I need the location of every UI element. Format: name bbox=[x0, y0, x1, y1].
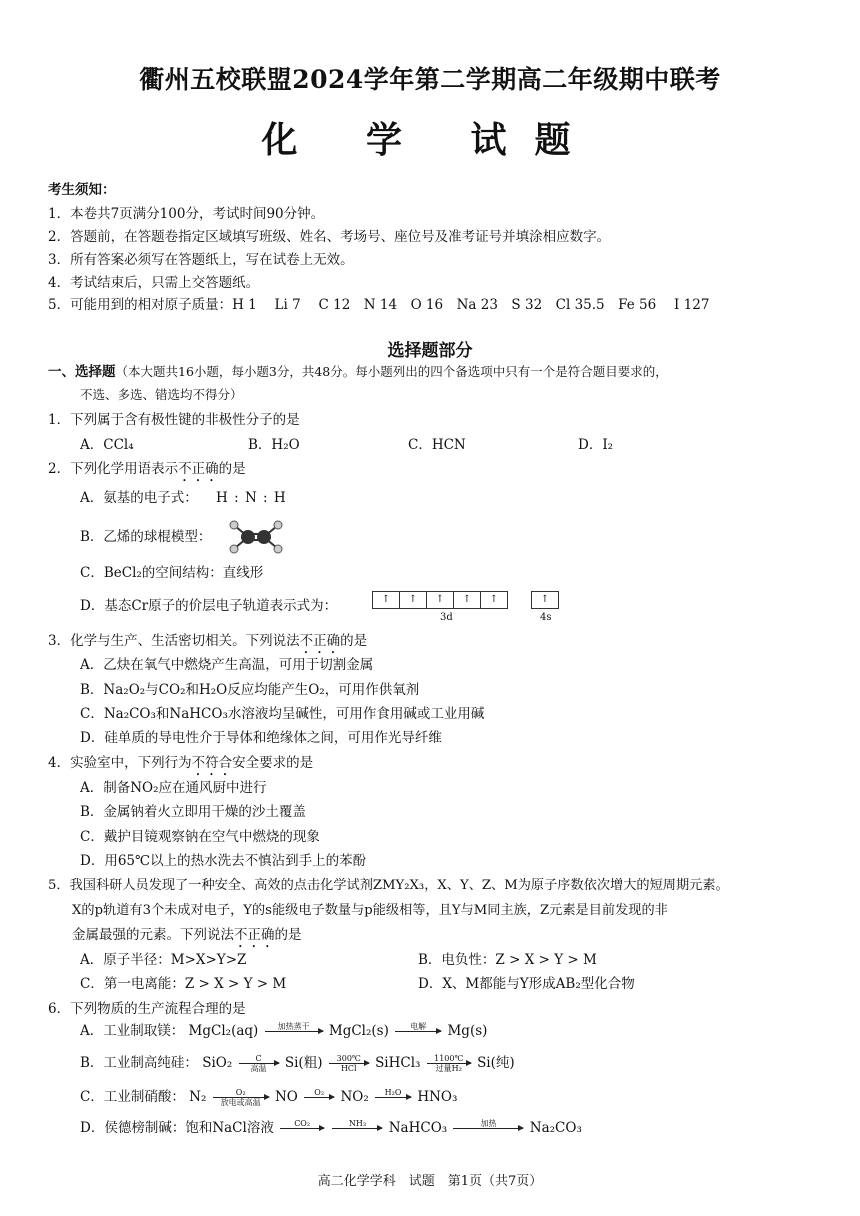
q4-option-a: A．制备NO₂应在通风厨中进行 bbox=[80, 780, 267, 796]
q2-d-label: D．基态Cr原子的价层电子轨道表示式为： bbox=[80, 598, 338, 614]
arrow-condition: CO₂ bbox=[294, 1119, 311, 1128]
q3-option-d: D．硅单质的导电性介于导体和绝缘体之间，可用作光导纤维 bbox=[80, 730, 442, 746]
q2-option-d bbox=[80, 597, 337, 615]
reaction-arrow bbox=[375, 1088, 411, 1107]
section-title: 选择题部分 bbox=[387, 341, 473, 361]
reaction-arrow bbox=[265, 1022, 323, 1041]
q5-line3-post: 的是 bbox=[274, 927, 302, 943]
arrow-condition: O₂ bbox=[235, 1088, 246, 1097]
q2-stem bbox=[48, 460, 246, 485]
q1-stem: 1．下列属于含有极性键的非极性分子的是 bbox=[48, 412, 300, 428]
q2-option-a bbox=[80, 489, 287, 507]
species: NO₂ bbox=[340, 1089, 369, 1105]
subject-title: 化 学 试题 bbox=[261, 119, 599, 161]
notice-item: 4．考试结束后，只需上交答题纸。 bbox=[48, 275, 260, 291]
reaction-arrow bbox=[213, 1088, 269, 1107]
q1-option-a: A．CCl₄ bbox=[80, 437, 134, 453]
part1-desc: （本大题共16小题，每小题3分，共48分。每小题列出的四个备选项中只有一个是符合题目要求的， bbox=[115, 364, 668, 379]
q4-stem-pre: 4．实验室中，下列行为 bbox=[48, 755, 192, 771]
reaction-arrow bbox=[280, 1119, 324, 1138]
arrow-condition: H₂O bbox=[384, 1088, 402, 1097]
orbital-3d-box: ↑ bbox=[453, 591, 481, 609]
q5-line3-pre: 金属最强的元素。下列说法 bbox=[72, 927, 234, 943]
reaction-arrow bbox=[332, 1119, 382, 1138]
amino-electron-formula: H : N : H bbox=[216, 490, 287, 506]
q2-b-label: B．乙烯的球棍模型： bbox=[80, 529, 212, 545]
q6-stem: 6．下列物质的生产流程合理的是 bbox=[48, 1001, 246, 1017]
species: SiHCl₃ bbox=[375, 1055, 421, 1071]
q5-line3 bbox=[72, 926, 302, 951]
q5-option-c: C．第一电离能：Z > X > Y > M bbox=[80, 976, 287, 992]
species: N₂ bbox=[189, 1089, 207, 1105]
orbital-3d-box: ↑ bbox=[480, 591, 508, 609]
arrow-condition: NH₃ bbox=[348, 1119, 367, 1128]
species: SiO₂ bbox=[202, 1055, 233, 1071]
q3-stem-post: 的是 bbox=[340, 633, 368, 649]
arrow-condition: O₂ bbox=[314, 1088, 325, 1097]
q5-option-a: A．原子半径：M>X>Y>Z bbox=[80, 952, 247, 968]
arrow-condition: 过量H₂ bbox=[435, 1064, 462, 1073]
species: NO bbox=[274, 1089, 298, 1105]
q4-option-b: B．金属钠着火立即用干燥的沙土覆盖 bbox=[80, 804, 306, 820]
species: Si(纯) bbox=[477, 1055, 515, 1071]
q3-option-c: C．Na₂CO₃和NaHCO₃水溶液均呈碱性，可用作食用碱或工业用碱 bbox=[80, 706, 485, 722]
q6-c-label: C．工业制硝酸： bbox=[80, 1089, 185, 1105]
species: MgCl₂(s) bbox=[328, 1023, 389, 1039]
q1-option-d: D．I₂ bbox=[578, 437, 614, 453]
q3-stem-pre: 3．化学与生产、生活密切相关。下列说法 bbox=[48, 633, 300, 649]
q2-stem-pre: 2．下列化学用语表示 bbox=[48, 461, 179, 477]
q4-stem-post: 安全要求的是 bbox=[232, 755, 314, 771]
orbital-4s-label: 4s bbox=[540, 612, 552, 623]
notice-item: 2．答题前，在答题卷指定区域填写班级、姓名、考场号、座位号及准考证号并填涂相应数字。 bbox=[48, 229, 611, 245]
orbital-4s bbox=[531, 589, 559, 609]
species: Na₂CO₃ bbox=[529, 1120, 582, 1136]
q4-option-c: C．戴护目镜观察钠在空气中燃烧的现象 bbox=[80, 829, 320, 845]
q1-option-c: C．HCN bbox=[408, 437, 466, 453]
arrow-condition: 300℃ bbox=[336, 1054, 361, 1063]
q2-stem-dot: 不正确 bbox=[178, 461, 219, 477]
species: Si(粗) bbox=[284, 1055, 323, 1071]
reaction-arrow bbox=[304, 1088, 334, 1107]
q3-stem bbox=[48, 632, 367, 657]
orbital-3d bbox=[372, 589, 508, 609]
q5-option-b: B．电负性：Z > X > Y > M bbox=[418, 952, 597, 968]
part1-header bbox=[48, 363, 668, 381]
arrow-condition: HCl bbox=[340, 1064, 357, 1073]
orbital-3d-box: ↑ bbox=[426, 591, 454, 609]
reaction-arrow bbox=[329, 1054, 369, 1073]
notice-item: 3．所有答案必须写在答题纸上，写在试卷上无效。 bbox=[48, 252, 354, 268]
orbital-3d-label: 3d bbox=[440, 612, 453, 623]
notice-heading: 考生须知： bbox=[48, 182, 116, 198]
q3-option-a: A．乙炔在氧气中燃烧产生高温，可用于切割金属 bbox=[80, 657, 374, 673]
part1-desc2: 不选、多选、错选均不得分） bbox=[80, 387, 243, 402]
q6-option-c bbox=[80, 1088, 457, 1107]
notice-item: 5．可能用到的相对原子质量：H 1 Li 7 C 12 N 14 O 16 Na 23 S 32 Cl 35.5 Fe 56 I 127 bbox=[48, 297, 710, 313]
q5-option-d: D．X、M都能与Y形成AB₂型化合物 bbox=[418, 976, 635, 992]
q1-option-b: B．H₂O bbox=[248, 437, 300, 453]
arrow-condition: 电解 bbox=[410, 1022, 427, 1031]
species: MgCl₂(aq) bbox=[188, 1023, 259, 1039]
q2-stem-post: 的是 bbox=[218, 461, 246, 477]
species: Mg(s) bbox=[447, 1023, 488, 1039]
exam-title: 衢州五校联盟2024学年第二学期高二年级期中联考 bbox=[139, 65, 721, 94]
q6-option-b bbox=[80, 1054, 515, 1073]
reaction-arrow bbox=[453, 1119, 523, 1138]
q6-a-label: A．工业制取镁： bbox=[80, 1023, 185, 1039]
q6-d-label: D．侯德榜制碱：饱和NaCl溶液 bbox=[80, 1120, 274, 1136]
arrow-condition: 高温 bbox=[250, 1064, 267, 1073]
reaction-arrow bbox=[395, 1022, 441, 1041]
arrow-condition: C bbox=[255, 1054, 262, 1063]
q6-option-d bbox=[80, 1119, 582, 1138]
q3-option-b: B．Na₂O₂与CO₂和H₂O反应均能产生O₂，可用作供氧剂 bbox=[80, 682, 420, 698]
q5-line1: 5．我国科研人员发现了一种安全、高效的点击化学试剂ZMY₂X₃，X、Y、Z、M为原子序数依次增大的短周期元素。 bbox=[48, 878, 729, 893]
ethylene-ball-stick-model bbox=[225, 518, 287, 556]
reaction-arrow bbox=[427, 1054, 471, 1073]
q4-option-d: D．用65℃以上的热水洗去不慎沾到手上的苯酚 bbox=[80, 853, 367, 869]
arrow-condition: 加热蒸干 bbox=[277, 1022, 310, 1031]
q4-stem-dot: 不符合 bbox=[191, 755, 233, 771]
q5-line2: X的p轨道有3个未成对电子，Y的s能级电子数量与p能级相等，且Y与M同主族，Z元素是目前发现的非 bbox=[72, 903, 668, 918]
reaction-arrow bbox=[239, 1054, 279, 1073]
q2-option-c: C．BeCl₂的空间结构：直线形 bbox=[80, 565, 264, 581]
q3-stem-dot: 不正确 bbox=[299, 633, 341, 649]
species: HNO₃ bbox=[417, 1089, 458, 1105]
q6-b-label: B．工业制高纯硅： bbox=[80, 1055, 198, 1071]
arrow-condition: 1100℃ bbox=[434, 1054, 464, 1063]
arrow-condition: 加热 bbox=[480, 1119, 497, 1128]
q4-stem bbox=[48, 754, 313, 779]
arrow-condition: 放电或高温 bbox=[220, 1098, 261, 1107]
q2-a-label: A．氨基的电子式： bbox=[80, 490, 198, 506]
orbital-4s-box: ↑ bbox=[531, 591, 559, 609]
q5-line3-dot: 不正确 bbox=[234, 927, 275, 943]
notice-item: 1．本卷共7页满分100分，考试时间90分钟。 bbox=[48, 206, 325, 222]
orbital-3d-box: ↑ bbox=[399, 591, 427, 609]
q2-option-b bbox=[80, 528, 211, 546]
species: NaHCO₃ bbox=[388, 1120, 448, 1136]
q6-option-a bbox=[80, 1022, 487, 1041]
part1-label: 一、选择题 bbox=[48, 364, 116, 380]
orbital-3d-box: ↑ bbox=[372, 591, 400, 609]
page-footer: 高二化学学科 试题 第1页（共7页） bbox=[317, 1174, 543, 1189]
